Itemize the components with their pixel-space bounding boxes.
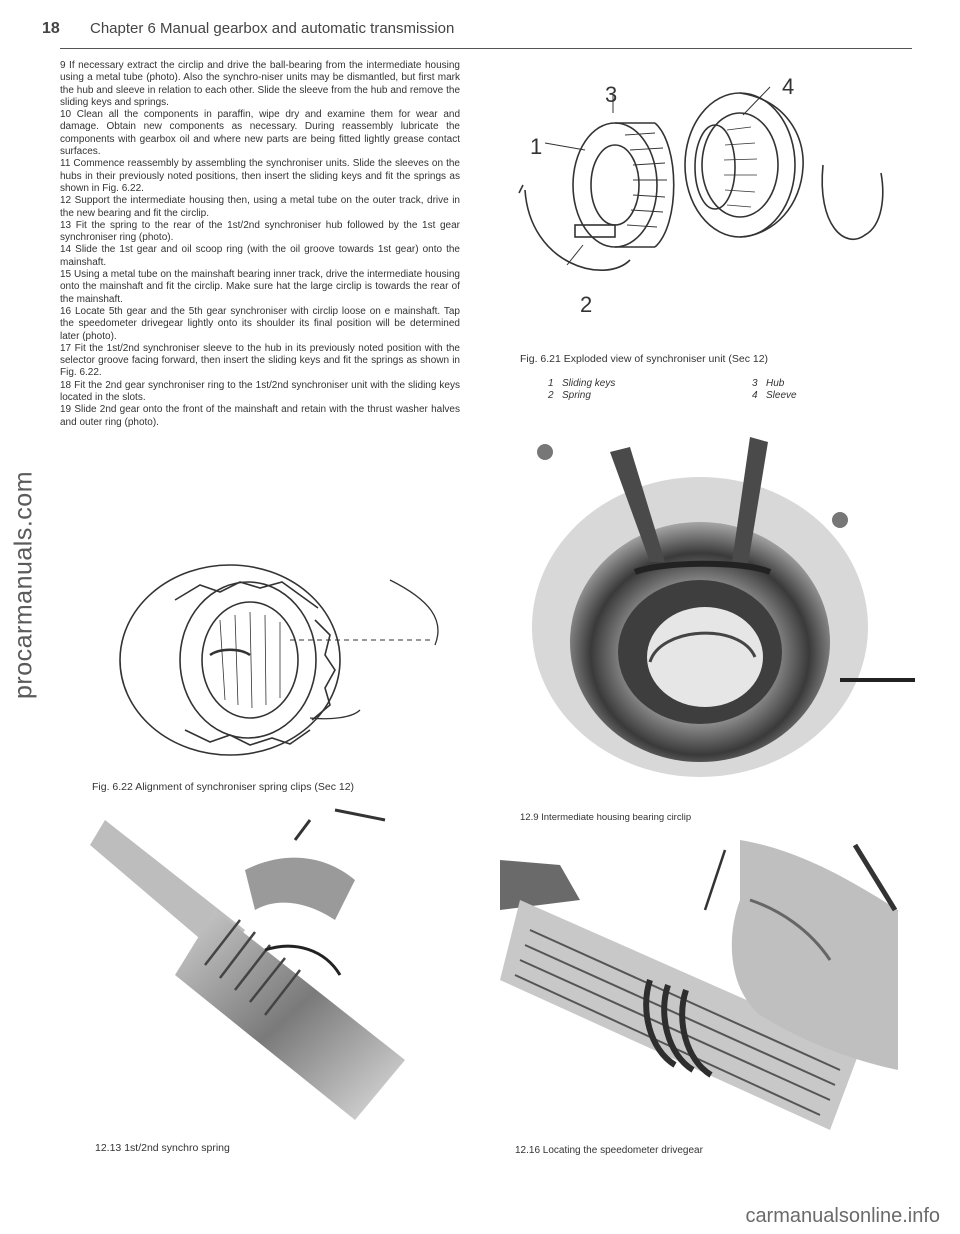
fig-6-21-callout-3: 3 — [605, 82, 618, 107]
paragraph-9: 9 If necessary extract the circlip and drive the ball-bearing from the intermediate housing using a metal tube (photo). Also the synchro-niser units may be dismantled, but first mark the hub and sleeve in relation to each other. Slide the sleeve from the hub and remove the sliding keys and springs. — [60, 60, 460, 108]
bottom-watermark: carmanualsonline.info — [745, 1205, 940, 1227]
fig-6-21-drawing — [505, 55, 905, 325]
photo-12-9 — [500, 412, 920, 784]
paragraph-10: 10 Clean all the components in paraffin, wipe dry and examine them for wear and damage. Obtain new components as necessary. During reassembly lubricate the components with gearbox oil and where new parts are being fitted lightly grease contact surfaces. — [60, 109, 460, 158]
photo-12-9-caption: 12.9 Intermediate housing bearing circlip — [520, 812, 692, 823]
header-rule — [60, 48, 912, 49]
page-number: 18 — [42, 20, 60, 37]
fig-6-22-caption: Fig. 6.22 Alignment of synchroniser spring clips (Sec 12) — [92, 781, 355, 793]
chapter-title: Chapter 6 Manual gearbox and automatic transmission — [90, 20, 455, 37]
fig-6-21-legend-right — [752, 378, 797, 402]
fig-6-21-callout-4: 4 — [782, 74, 795, 99]
fig-6-21-caption: Fig. 6.21 Exploded view of synchroniser unit (Sec 12) — [520, 353, 769, 365]
photo-12-13-caption: 12.13 1st/2nd synchro spring — [95, 1142, 230, 1154]
legend-item-sliding-keys: 1 Sliding keys — [548, 378, 616, 389]
paragraph-17: 17 Fit the 1st/2nd synchroniser sleeve to the hub in its previously noted position with the selector groove facing forward, then insert the sliding keys and fit the springs as shown in Fig. 6.22. — [60, 342, 460, 379]
paragraph-16: 16 Locate 5th gear and the 5th gear synchroniser with circlip loose on e mainshaft. Tap the speedometer drivegear lightly onto its shoulder its final position will be determined later (photo). — [60, 305, 460, 342]
paragraph-15: 15 Using a metal tube on the mainshaft bearing inner track, drive the intermediate housing onto the mainshaft and fit the circlip. Make sure hat the large circlip is towards the rear of the mainshaft. — [60, 269, 460, 305]
fig-6-21-callout-2: 2 — [580, 292, 593, 317]
paragraph-13: 13 Fit the spring to the rear of the 1st/2nd synchroniser hub followed by the 1st gear synchroniser ring (photo). — [60, 219, 460, 244]
legend-item-hub: 3 Hub — [752, 378, 785, 389]
fig-6-21-legend-left — [548, 378, 615, 402]
photo-12-13 — [85, 800, 460, 1130]
fig-6-21-callout-1: 1 — [530, 134, 543, 159]
paragraph-14: 14 Slide the 1st gear and oil scoop ring (with the oil groove towards 1st gear) onto the mainshaft. — [60, 244, 460, 268]
side-watermark: procarmanuals.com — [9, 470, 38, 700]
photo-12-16 — [500, 840, 900, 1130]
photo-12-16-caption: 12.16 Locating the speedometer drivegear — [515, 1145, 703, 1156]
body-text — [60, 60, 460, 429]
paragraph-18: 18 Fit the 2nd gear synchroniser ring to the 1st/2nd synchroniser unit with the sliding keys located in the slots. — [60, 379, 460, 404]
paragraph-19: 19 Slide 2nd gear onto the front of the mainshaft and retain with the thrust washer halves and outer ring (photo). — [60, 404, 460, 428]
paragraph-12: 12 Support the intermediate housing then, using a metal tube on the outer track, drive in the new bearing and fit the circlip. — [60, 195, 460, 219]
paragraph-11: 11 Commence reassembly by assembling the synchroniser units. Slide the sleeves on the hubs in their previously noted positions, then insert the sliding keys and fit the springs as shown in Fig. 6.22. — [60, 158, 460, 194]
legend-item-sleeve: 4 Sleeve — [752, 390, 797, 401]
legend-item-spring: 2 Spring — [548, 390, 591, 401]
fig-6-22-drawing — [90, 560, 450, 770]
